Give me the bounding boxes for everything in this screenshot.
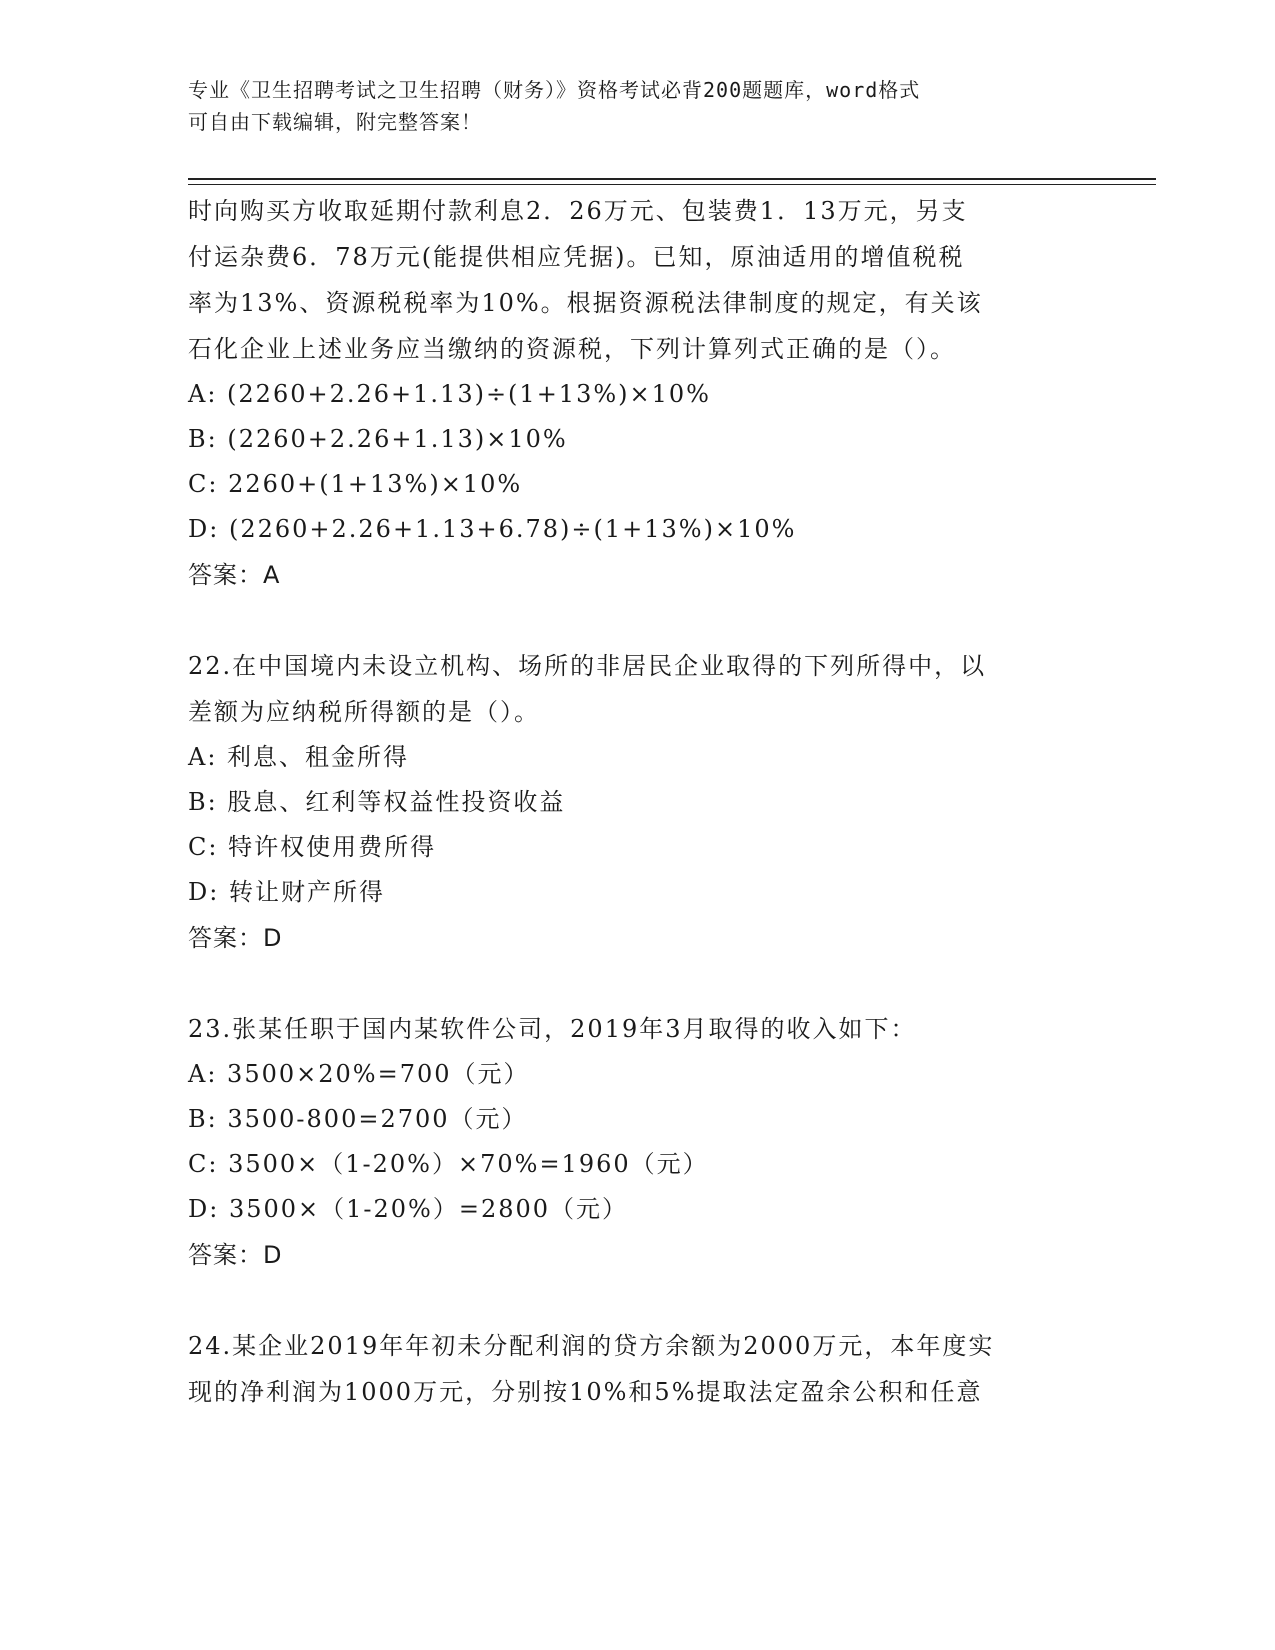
spacer: [188, 961, 1088, 1006]
question-stem-line: 22.在中国境内未设立机构、场所的非居民企业取得的下列所得中，以: [188, 652, 987, 680]
document-body: [188, 188, 1088, 1415]
option-d: D: (2260+2.26+1.13+6.78)÷(1+13%)×10%: [188, 515, 797, 543]
question-stem-line: 石化企业上述业务应当缴纳的资源税，下列计算列式正确的是（）。: [188, 335, 956, 363]
option-a: A: (2260+2.26+1.13)÷(1+13%)×10%: [188, 380, 711, 408]
question-stem-line: 现的净利润为1000万元，分别按10%和5%提取法定盈余公积和任意: [188, 1378, 983, 1406]
option-c: C: 3500×（1-20%）×70%=1960（元）: [188, 1150, 709, 1178]
option-b: B: (2260+2.26+1.13)×10%: [188, 425, 568, 453]
question-21: [188, 188, 1088, 598]
header-title-line-1: 专业《卫生招聘考试之卫生招聘（财务）》资格考试必背200题题库，word格式: [188, 78, 921, 102]
option-a: A: 3500×20%=700（元）: [188, 1060, 530, 1088]
answer-label: 答案：D: [188, 924, 283, 952]
question-stem-line: 24.某企业2019年年初未分配利润的贷方余额为2000万元，本年度实: [188, 1332, 995, 1360]
question-23: [188, 1006, 1088, 1278]
option-b: B: 股息、红利等权益性投资收益: [188, 788, 566, 816]
option-c: C: 特许权使用费所得: [188, 833, 437, 861]
option-a: A: 利息、租金所得: [188, 743, 410, 771]
option-d: D: 转让财产所得: [188, 878, 385, 906]
question-22: [188, 643, 1088, 961]
question-stem-line: 差额为应纳税所得额的是（）。: [188, 698, 540, 726]
answer-label: 答案：D: [188, 1241, 283, 1269]
option-d: D: 3500×（1-20%）=2800（元）: [188, 1195, 629, 1223]
answer-label: 答案：A: [188, 561, 281, 589]
header-divider-thick: [188, 178, 1156, 180]
spacer: [188, 598, 1088, 643]
option-c: C: 2260+(1+13%)×10%: [188, 470, 523, 498]
page-header: [188, 74, 1068, 138]
question-stem-line: 23.张某任职于国内某软件公司，2019年3月取得的收入如下：: [188, 1015, 917, 1043]
option-b: B: 3500-800=2700（元）: [188, 1105, 528, 1133]
spacer: [188, 1278, 1088, 1323]
header-divider-thin: [188, 184, 1156, 185]
header-title-line-2: 可自由下载编辑，附完整答案！: [188, 110, 482, 134]
question-24: [188, 1323, 1088, 1415]
question-stem-line: 付运杂费6．78万元(能提供相应凭据)。已知，原油适用的增值税税: [188, 243, 965, 271]
question-stem-line: 率为13%、资源税税率为10%。根据资源税法律制度的规定，有关该: [188, 289, 983, 317]
question-stem-line: 时向购买方收取延期付款利息2．26万元、包装费1．13万元，另支: [188, 197, 968, 225]
